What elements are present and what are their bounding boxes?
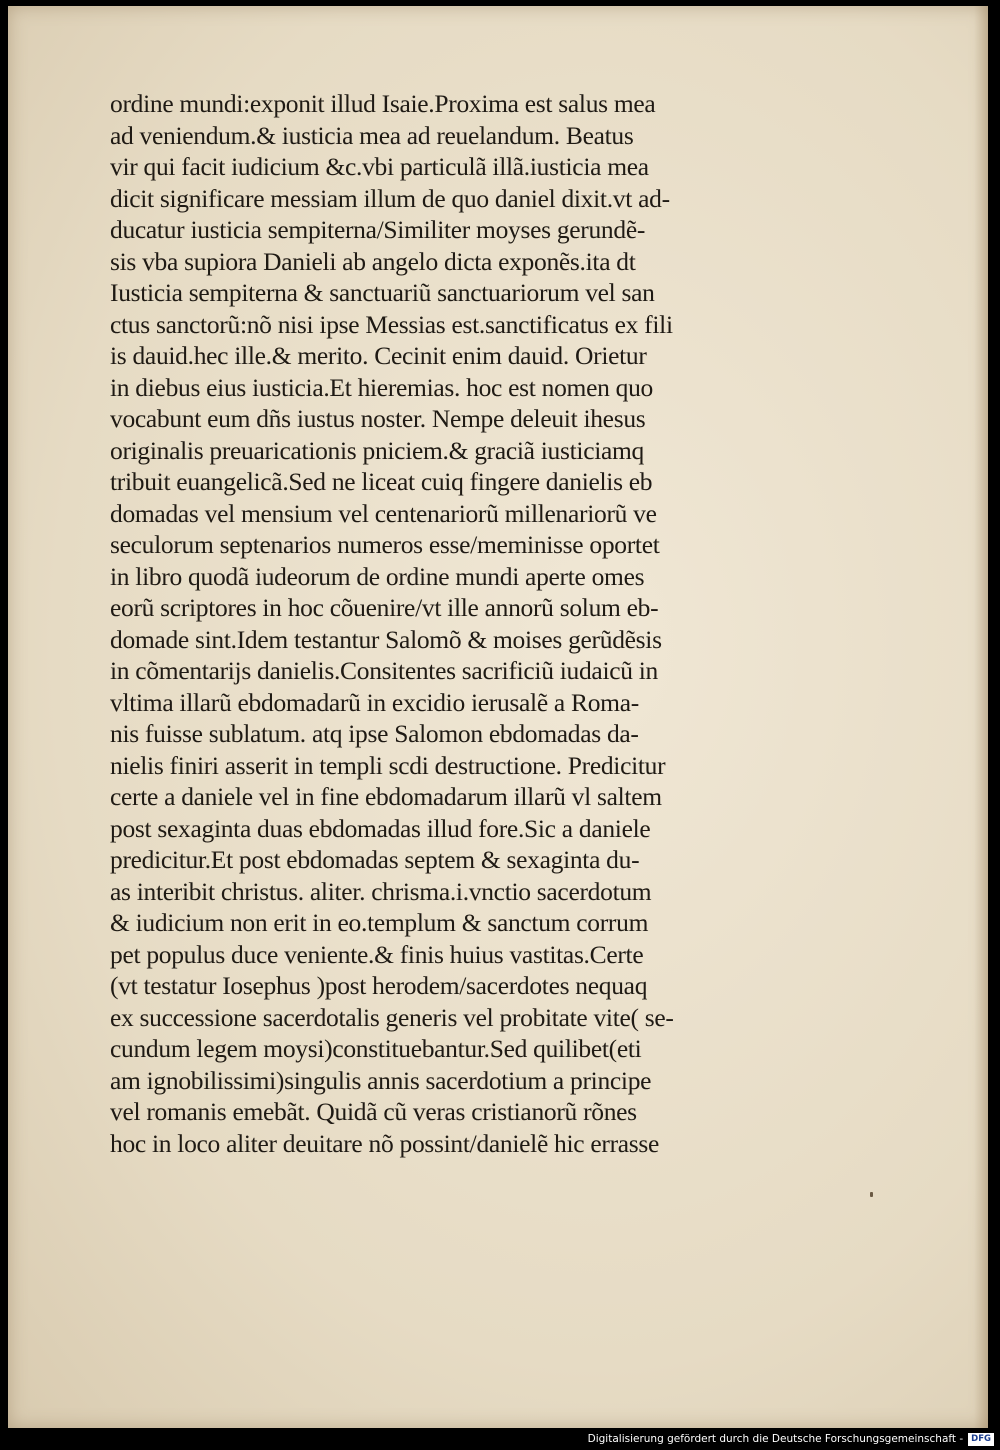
text-line: certe a daniele vel in fine ebdomadarum illarũ vl saltem: [110, 782, 662, 811]
text-line: ordine mundi:exponit illud Isaie.Proxima est salus mea: [110, 89, 656, 118]
text-line: ad veniendum.& iusticia mea ad reuelandum. Beatus: [110, 120, 634, 150]
text-line: in diebus eius iusticia.Et hieremias. hoc est nomen quo: [110, 372, 653, 402]
paper-speck: [870, 1192, 873, 1197]
text-line: vel romanis emebãt. Quidã cũ veras cristianorũ rõnes: [110, 1097, 637, 1126]
text-line: pet populus duce veniente.& finis huius vastitas.Certe: [110, 939, 644, 969]
dfg-credit-text: Digitalisierung gefördert durch die Deutsche Forschungsgemeinschaft -: [587, 1433, 964, 1445]
text-line: originalis preuaricationis pniciem.& graciã iusticiamq: [110, 435, 645, 465]
text-line: tribuit euangelicã.Sed ne liceat cuiq fingere danielis eb: [110, 467, 653, 496]
text-line: in libro quodã iudeorum de ordine mundi aperte omes: [110, 561, 645, 591]
text-line: nielis finiri asserit in templi scdi destructione. Predicitur: [110, 750, 666, 780]
text-line: predicitur.Et post ebdomadas septem & sexaginta du-: [110, 845, 640, 874]
text-line: in cõmentarijs danielis.Consitentes sacrificiũ iudaicũ in: [110, 656, 659, 685]
text-line: vocabunt eum dñs iustus noster. Nempe deleuit ihesus: [110, 404, 646, 433]
text-line: as interibit christus. aliter. chrisma.i.vnctio sacerdotum: [110, 876, 652, 906]
text-line: seculorum septenarios numeros esse/meminisse oportet: [110, 530, 660, 559]
text-line: eorũ scriptores in hoc cõuenire/vt ille annorũ solum eb-: [110, 593, 659, 622]
text-line: is dauid.hec ille.& merito. Cecinit enim dauid. Orietur: [110, 341, 647, 370]
text-line: Iusticia sempiterna & sanctuariũ sanctuariorum vel san: [110, 278, 655, 307]
text-line: vltima illarũ ebdomadarũ in excidio ierusalẽ a Roma-: [110, 687, 639, 717]
text-line: ctus sanctorũ:nõ nisi ipse Messias est.sanctificatus ex fili: [110, 309, 673, 339]
text-line: cundum legem moysi)constituebantur.Sed quilibet(eti: [110, 1034, 642, 1063]
page-edge-shadow: [974, 6, 988, 1428]
text-line: domadas vel mensium vel centenariorũ millenariorũ ve: [110, 498, 657, 528]
text-line: ducatur iusticia sempiterna/Similiter moyses gerundẽ-: [110, 215, 646, 244]
text-line: (vt testatur Iosephus )post herodem/sacerdotes nequaq: [110, 971, 648, 1000]
text-line: domade sint.Idem testantur Salomõ & moises gerũdẽsis: [110, 624, 662, 654]
text-line: dicit significare messiam illum de quo daniel dixit.vt ad-: [110, 183, 670, 213]
digitization-footer: [588, 1431, 994, 1447]
text-line: sis vba supiora Danieli ab angelo dicta exponẽs.ita dt: [110, 246, 636, 276]
text-line: am ignobilissimi)singulis annis sacerdotium a principe: [110, 1065, 652, 1095]
text-line: & iudicium non erit in eo.templum & sanctum corrum: [110, 908, 649, 937]
text-line: post sexaginta duas ebdomadas illud fore.Sic a daniele: [110, 813, 651, 843]
text-line: hoc in loco aliter deuitare nõ possint/danielẽ hic errasse: [110, 1128, 660, 1158]
scanned-page: [8, 6, 988, 1428]
text-line: vir qui facit iudicium &c.vbi particulã illã.iusticia mea: [110, 152, 649, 181]
body-text: [110, 88, 810, 1159]
dfg-logo: DFG: [968, 1433, 994, 1446]
text-line: nis fuisse sublatum. atq ipse Salomon ebdomadas da-: [110, 719, 639, 748]
text-line: ex successione sacerdotalis generis vel probitate vite( se-: [110, 1002, 674, 1032]
